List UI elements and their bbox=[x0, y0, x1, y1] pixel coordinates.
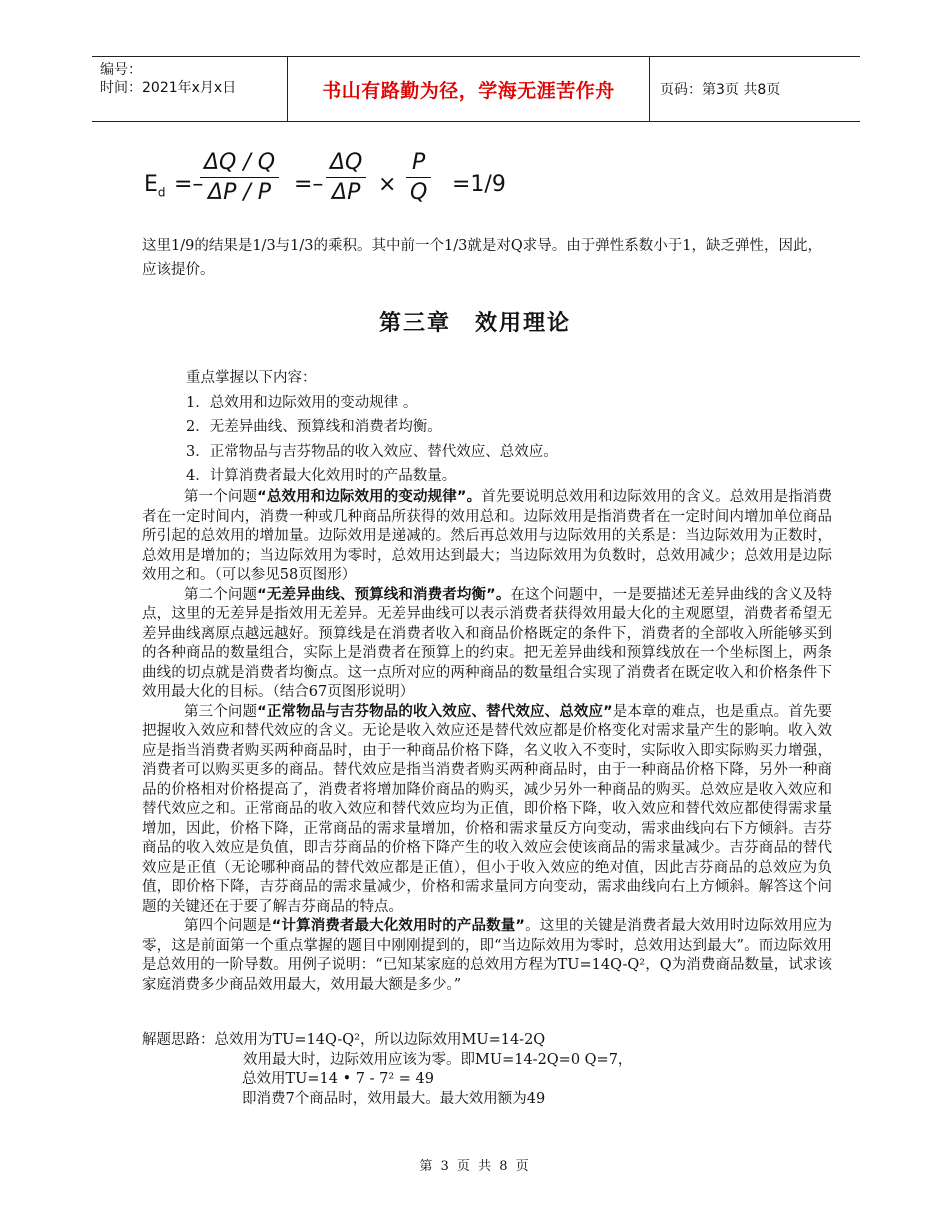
solution-line-4: 即消费7个商品时，效用最大。最大效用额为49 bbox=[242, 1090, 546, 1107]
p3-lead: 第三个问题 bbox=[184, 703, 258, 720]
formula-frac2-bar bbox=[326, 177, 366, 178]
p4-lead: 第四个问题是 bbox=[184, 918, 272, 934]
p1-lead: 第一个问题 bbox=[184, 489, 258, 505]
formula-explanation: 这里1/9的结果是1/3与1/3的乘积。其中前一个1/3就是对Q求导。由于弹性系数小于1，缺乏弹性，因此，应该提价。 bbox=[142, 238, 822, 278]
key-point-item: 1．总效用和边际效用的变动规律 。 bbox=[186, 394, 418, 411]
formula-frac3-num: P bbox=[412, 150, 426, 175]
header-motto: 书山有路勤为径，学海无涯苦作舟 bbox=[322, 79, 615, 102]
paragraph-1 bbox=[142, 488, 832, 586]
formula-frac1-den: ΔP / P bbox=[208, 180, 272, 205]
header-meta bbox=[92, 57, 288, 121]
solution-line-1: 解题思路：总效用为TU=14Q-Q²，所以边际效用MU=14-2Q bbox=[142, 1032, 546, 1048]
formula-times: × bbox=[378, 172, 397, 197]
solution-line-3: 总效用TU=14 • 7 - 7² = 49 bbox=[242, 1071, 434, 1087]
page-header bbox=[92, 56, 860, 122]
p1-topic: “总效用和边际效用的变动规律”。 bbox=[257, 489, 482, 505]
header-time-label: 时间：2021年x月x日 bbox=[100, 80, 237, 96]
p3-body: 是本章的难点，也是重点。首先要把握收入效应和替代效应的含义。无论是收入效应还是替代效应都是价格变化对需求量产生的影响。收入效应是指当消费者购买两种商品时，由于一种商品价格下降，名义收入不变时，实际收入即实际购买力增强，消费者可以购买更多的商品。替代效应是指当消费者购买两种商品时，由于一种商品价格下降，另外一种商品的价格相对价格提高了，消费者将增加降价商品的购买，减少另外一种商品的购买。总效应是收入效应和替代效应之和。正常商品的收入效应和替代效应均为正值，即价格下降，收入效应和替代效应都使得需求量增加，因此，价格下降，正常商品的需求量增加，价格和需求量反方向变动，需求曲线向右下方倾斜。吉芬商品的收入效应是负值，即吉芬商品的价格下降产生的收入效应会使该商品的需求量减少。吉芬商品的替代效应是正值（无论哪种商品的替代效应都是正值），但小于收入效应的绝对值，因此吉芬商品的总效应为负值，即价格下降，吉芬商品的需求量减少，价格和需求量同方向变动，需求曲线向右上方倾斜。解答这个问题的关键还在于要了解吉芬商品的特点。 bbox=[142, 703, 833, 915]
key-point-item: 4．计算消费者最大化效用时的产品数量。 bbox=[186, 468, 457, 484]
key-point-item: 3．正常物品与吉芬物品的收入效应、替代效应、总效应。 bbox=[186, 443, 558, 460]
solution-block bbox=[142, 1031, 832, 1109]
key-points-list bbox=[186, 366, 558, 489]
p2-lead: 第二个问题 bbox=[184, 586, 258, 603]
formula-fraction-3 bbox=[406, 150, 431, 205]
page-footer: 第 3 页 共 8 页 bbox=[419, 1159, 531, 1174]
formula-frac1-bar bbox=[200, 177, 279, 178]
elasticity-formula bbox=[140, 146, 530, 230]
p3-topic: “正常物品与吉芬物品的收入效应、替代效应、总效应” bbox=[257, 703, 613, 720]
formula-frac2-den: ΔP bbox=[332, 180, 361, 205]
p2-body: 在这个问题中，一是要描述无差异曲线的含义及特点，这里的无差异是指效用无差异。无差异曲线可以表示消费者获得效用最大化的主观愿望，消费者希望无差异曲线离原点越远越好。预算线是在消费者收入和商品价格既定的条件下，消费者的全部收入所能够买到的各种商品的数量组合，实际上是消费者在预算上的约束。把无差异曲线和预算线放在一个坐标图上，两条曲线的切点就是消费者均衡点。这一点所对应的两种商品的数量组合实现了消费者在既定收入和价格条件下效用最大化的目标。（结合67页图形说明） bbox=[142, 586, 833, 700]
header-page-label: 页码：第3页 共8页 bbox=[660, 82, 781, 98]
header-number-label: 编号： bbox=[100, 62, 142, 78]
chapter-title: 第三章 效用理论 bbox=[378, 311, 571, 336]
p2-topic: “无差异曲线、预算线和消费者均衡”。 bbox=[257, 586, 511, 603]
formula-frac3-bar bbox=[406, 177, 431, 178]
formula-frac3-den: Q bbox=[410, 180, 428, 205]
formula-minus-2: =– bbox=[294, 172, 324, 197]
formula-frac2-num: ΔQ bbox=[330, 150, 363, 175]
header-page-cell bbox=[650, 57, 860, 121]
body-text bbox=[142, 488, 832, 995]
p4-body: 。这里的关键是消费者最大效用时边际效用应为零，这是前面第一个重点掌握的题目中刚刚提到的，即“当边际效用为零时，总效用达到最大”。而边际效用是总效用的一阶导数。用例子说明：“已知某家庭的总效用方程为TU=14Q-Q²，Q为消费商品数量，试求该家庭消费多少商品效用最大，效用最大额是多少。” bbox=[142, 918, 833, 993]
paragraph-3 bbox=[142, 703, 832, 918]
header-motto-cell bbox=[288, 57, 650, 121]
formula-minus-1: =– bbox=[174, 172, 204, 197]
key-point-item: 2．无差异曲线、预算线和消费者均衡。 bbox=[186, 419, 442, 435]
p1-body: 首先要说明总效用和边际效用的含义。总效用是指消费者在一定时间内，消费一种或几种商品所获得的效用总和。边际效用是指消费者在一定时间内增加单位商品所引起的总效用的增加量。边际效用是递减的。然后再总效用与边际效用的关系是：当边际效用为正数时，总效用是增加的；当边际效用为零时，总效用达到最大；当边际效用为负数时，总效用减少；总效用是边际效用之和。（可以参见58页图形） bbox=[142, 489, 833, 583]
formula-fraction-2 bbox=[326, 150, 366, 205]
formula-lhs: $E_d$ bbox=[144, 172, 166, 200]
solution-line-2: 效用最大时，边际效用应该为零。即MU=14-2Q=0 Q=7， bbox=[243, 1051, 633, 1068]
p4-topic: “计算消费者最大化效用时的产品数量” bbox=[271, 918, 525, 934]
paragraph-2 bbox=[142, 586, 832, 703]
paragraph-4 bbox=[142, 917, 832, 995]
formula-result: =1/9 bbox=[452, 172, 506, 197]
key-points-heading: 重点掌握以下内容： bbox=[186, 370, 317, 386]
formula-frac1-num: ΔQ / Q bbox=[204, 150, 276, 175]
formula-fraction-1 bbox=[200, 150, 279, 205]
